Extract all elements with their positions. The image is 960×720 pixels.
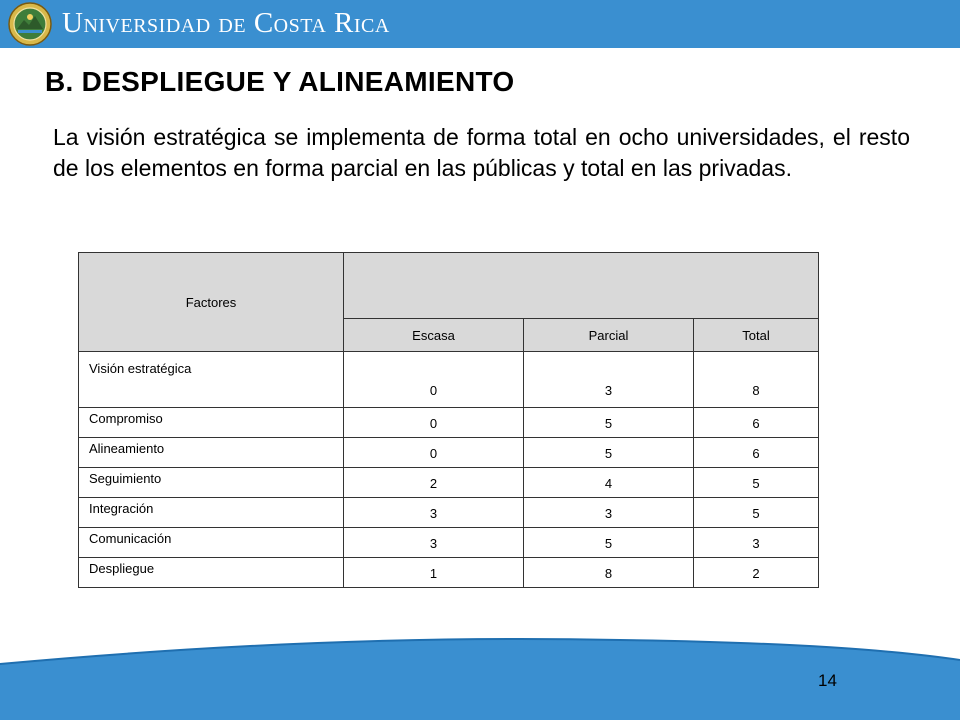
factors-table [78,252,819,588]
column-header-total: Total [694,319,819,352]
table-row [79,438,819,468]
column-header-escasa: Escasa [344,319,524,352]
university-seal-icon [8,2,52,46]
cell-parcial: 3 [524,498,694,528]
cell-total: 3 [694,528,819,558]
cell-total: 8 [694,352,819,408]
cell-parcial: 3 [524,352,694,408]
cell-total: 5 [694,468,819,498]
cell-parcial: 4 [524,468,694,498]
factors-header: Factores [79,253,344,352]
page-number: 14 [818,671,837,690]
table-row [79,352,819,408]
group-header [344,253,819,319]
cell-parcial: 5 [524,528,694,558]
row-label: Visión estratégica [79,352,344,408]
row-label: Despliegue [79,558,344,588]
header-band [0,0,960,48]
cell-parcial: 5 [524,438,694,468]
row-label: Alineamiento [79,438,344,468]
cell-total: 2 [694,558,819,588]
cell-escasa: 3 [344,528,524,558]
table-row [79,408,819,438]
table-row [79,558,819,588]
cell-total: 6 [694,438,819,468]
table-row [79,468,819,498]
cell-escasa: 3 [344,498,524,528]
row-label: Integración [79,498,344,528]
table-row [79,528,819,558]
cell-escasa: 0 [344,352,524,408]
page-title: B. DESPLIEGUE Y ALINEAMIENTO [45,66,515,97]
cell-escasa: 1 [344,558,524,588]
cell-total: 5 [694,498,819,528]
university-name: Universidad de Costa Rica [62,7,390,39]
column-header-parcial: Parcial [524,319,694,352]
footer-wave [0,636,960,720]
row-label: Compromiso [79,408,344,438]
cell-escasa: 2 [344,468,524,498]
table-row [79,498,819,528]
cell-escasa: 0 [344,438,524,468]
row-label: Comunicación [79,528,344,558]
cell-escasa: 0 [344,408,524,438]
cell-parcial: 5 [524,408,694,438]
row-label: Seguimiento [79,468,344,498]
cell-parcial: 8 [524,558,694,588]
cell-total: 6 [694,408,819,438]
body-paragraph: La visión estratégica se implementa de forma total en ocho universidades, el resto de los elementos en forma parcial en las públicas y total en las privadas. [53,124,910,181]
